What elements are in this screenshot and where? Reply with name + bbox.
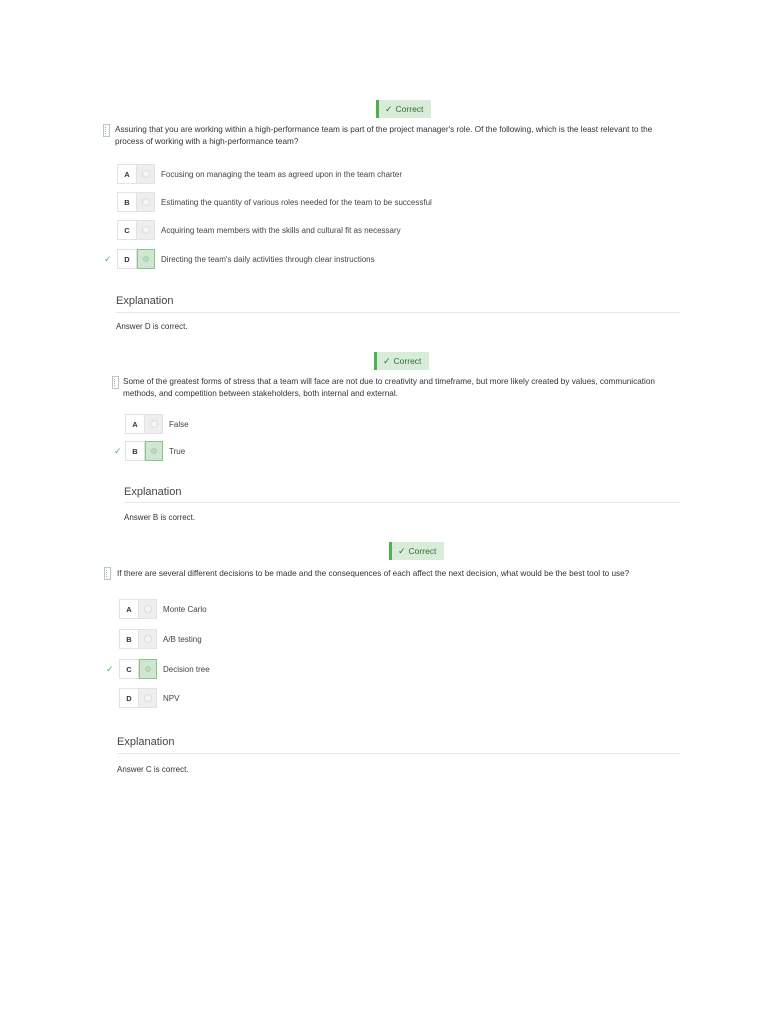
check-icon: ✓ (398, 546, 406, 556)
option-letter: A (125, 414, 145, 434)
option-letter: B (117, 192, 137, 212)
option-text: True (169, 446, 186, 456)
check-mark-icon: ✓ (106, 664, 114, 674)
option-q1-c[interactable] (117, 220, 401, 240)
option-q1-a[interactable] (117, 164, 402, 184)
option-q2-a[interactable] (125, 414, 189, 434)
explanation-text: Answer D is correct. (116, 322, 188, 331)
option-text: Acquiring team members with the skills and cultural fit as necessary (161, 225, 401, 235)
option-letter: A (119, 599, 139, 619)
radio-button[interactable] (137, 249, 155, 269)
radio-button[interactable] (137, 192, 155, 212)
explanation-title: Explanation (117, 736, 175, 748)
option-text: False (169, 419, 189, 429)
divider (124, 502, 680, 503)
option-text: Estimating the quantity of various roles needed for the team to be successful (161, 197, 432, 207)
option-q3-c[interactable] (119, 659, 210, 679)
status-badge-q3: ✓ Correct (389, 542, 444, 560)
divider (116, 312, 680, 313)
status-badge-q1: ✓ Correct (376, 100, 431, 118)
status-badge-q2: ✓ Correct (374, 352, 429, 370)
option-letter: D (117, 249, 137, 269)
option-letter: B (119, 629, 139, 649)
bookmark-flag-icon[interactable] (112, 376, 119, 389)
option-letter: C (119, 659, 139, 679)
option-q3-d[interactable] (119, 688, 179, 708)
option-q3-b[interactable] (119, 629, 202, 649)
question-text-q1: Assuring that you are working within a high-performance team is part of the project manager's role. Of the following, which is the least relevant to the process of working with a high-performance team? (115, 125, 653, 146)
option-q2-b[interactable] (125, 441, 185, 461)
option-text: Focusing on managing the team as agreed upon in the team charter (161, 169, 403, 179)
option-q1-b[interactable] (117, 192, 432, 212)
explanation-text: Answer B is correct. (124, 513, 196, 522)
option-text: A/B testing (163, 634, 202, 644)
check-icon: ✓ (385, 104, 393, 114)
option-letter: A (117, 164, 137, 184)
radio-button[interactable] (145, 414, 163, 434)
radio-button[interactable] (137, 164, 155, 184)
question-text-q3: If there are several different decisions to be made and the consequences of each affect the next decision, what would be the best tool to use? (117, 569, 630, 578)
check-mark-icon: ✓ (104, 254, 112, 264)
option-letter: C (117, 220, 137, 240)
divider (117, 753, 680, 754)
option-text: Directing the team's daily activities through clear instructions (161, 254, 375, 264)
radio-button[interactable] (139, 659, 157, 679)
radio-button[interactable] (145, 441, 163, 461)
option-letter: B (125, 441, 145, 461)
check-icon: ✓ (383, 356, 391, 366)
bookmark-flag-icon[interactable] (103, 124, 110, 137)
option-text: NPV (163, 693, 180, 703)
check-mark-icon: ✓ (114, 446, 122, 456)
bookmark-flag-icon[interactable] (104, 567, 111, 580)
question-text-q2: Some of the greatest forms of stress that a team will face are not due to creativity and timeframe, but more likely created by values, communication methods, and competition between stakeholders, both internal and external. (123, 377, 655, 398)
radio-button[interactable] (139, 599, 157, 619)
option-q3-a[interactable] (119, 599, 207, 619)
option-q1-d[interactable] (117, 249, 375, 269)
radio-button[interactable] (139, 629, 157, 649)
option-text: Monte Carlo (163, 604, 207, 614)
radio-button[interactable] (139, 688, 157, 708)
explanation-title: Explanation (124, 486, 182, 498)
radio-button[interactable] (137, 220, 155, 240)
explanation-title: Explanation (116, 295, 174, 307)
option-letter: D (119, 688, 139, 708)
option-text: Decision tree (163, 664, 210, 674)
explanation-text: Answer C is correct. (117, 765, 189, 774)
